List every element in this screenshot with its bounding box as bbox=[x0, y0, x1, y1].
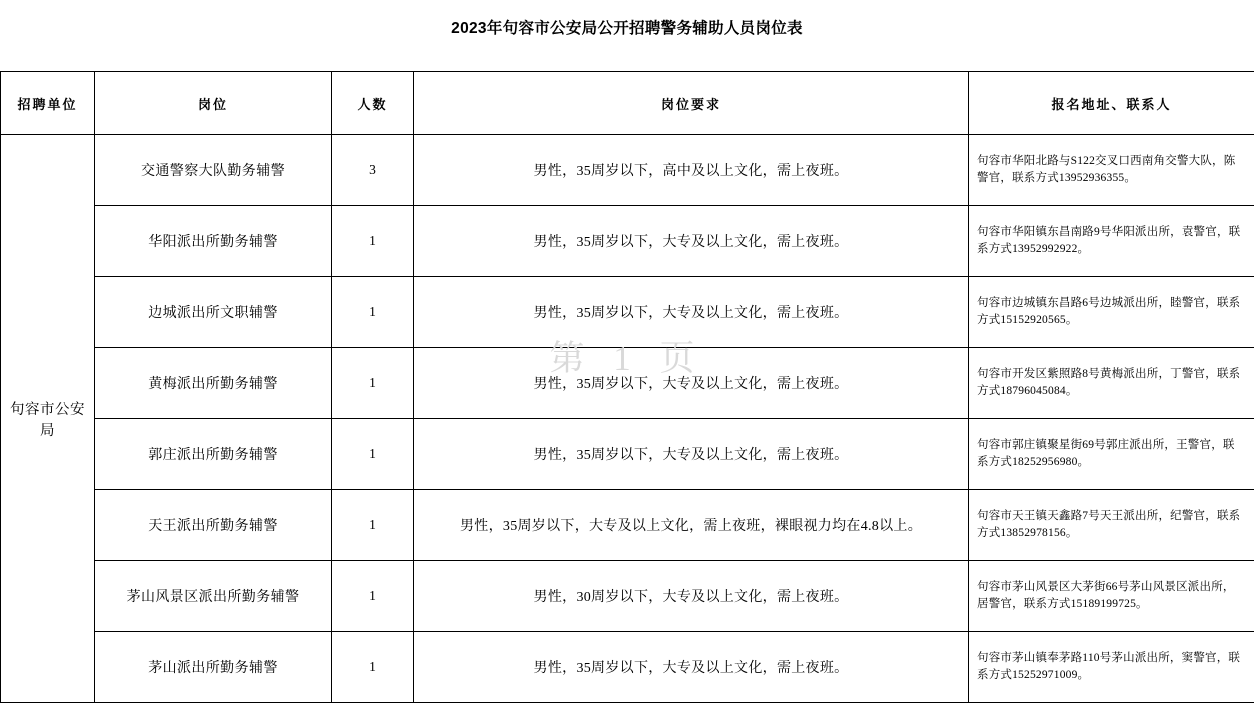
cell-contact: 句容市郭庄镇聚星街69号郭庄派出所，王警官，联系方式18252956980。 bbox=[969, 419, 1254, 490]
page-title: 2023年句容市公安局公开招聘警务辅助人员岗位表 bbox=[0, 0, 1254, 39]
column-header-count: 人数 bbox=[332, 72, 414, 135]
table-row bbox=[1, 277, 1254, 348]
cell-contact: 句容市华阳北路与S122交叉口西南角交警大队，陈警官，联系方式13952936355。 bbox=[969, 135, 1254, 206]
cell-post: 茅山风景区派出所勤务辅警 bbox=[95, 561, 332, 632]
table-body bbox=[1, 135, 1254, 703]
table-row bbox=[1, 135, 1254, 206]
cell-post: 郭庄派出所勤务辅警 bbox=[95, 419, 332, 490]
cell-contact: 句容市茅山镇奉茅路110号茅山派出所，窦警官，联系方式15252971009。 bbox=[969, 632, 1254, 703]
cell-count: 1 bbox=[332, 277, 414, 348]
cell-count: 1 bbox=[332, 348, 414, 419]
column-header-post: 岗位 bbox=[95, 72, 332, 135]
cell-post: 天王派出所勤务辅警 bbox=[95, 490, 332, 561]
cell-post: 茅山派出所勤务辅警 bbox=[95, 632, 332, 703]
cell-count: 1 bbox=[332, 206, 414, 277]
column-header-requirement: 岗位要求 bbox=[414, 72, 969, 135]
cell-post: 交通警察大队勤务辅警 bbox=[95, 135, 332, 206]
cell-contact: 句容市天王镇天鑫路7号天王派出所，纪警官，联系方式13852978156。 bbox=[969, 490, 1254, 561]
cell-post: 边城派出所文职辅警 bbox=[95, 277, 332, 348]
column-header-contact: 报名地址、联系人 bbox=[969, 72, 1254, 135]
cell-count: 3 bbox=[332, 135, 414, 206]
table-header-row bbox=[1, 72, 1254, 135]
cell-post: 黄梅派出所勤务辅警 bbox=[95, 348, 332, 419]
cell-requirement: 男性，35周岁以下，大专及以上文化，需上夜班。 bbox=[414, 632, 969, 703]
cell-count: 1 bbox=[332, 490, 414, 561]
recruitment-table bbox=[0, 71, 1254, 703]
cell-count: 1 bbox=[332, 561, 414, 632]
cell-count: 1 bbox=[332, 632, 414, 703]
table-row bbox=[1, 419, 1254, 490]
cell-unit: 句容市公安局 bbox=[1, 135, 95, 703]
cell-requirement: 男性，35周岁以下，高中及以上文化，需上夜班。 bbox=[414, 135, 969, 206]
table-row bbox=[1, 561, 1254, 632]
table-row bbox=[1, 348, 1254, 419]
table-row bbox=[1, 490, 1254, 561]
table-row bbox=[1, 206, 1254, 277]
cell-requirement: 男性，35周岁以下，大专及以上文化，需上夜班。 bbox=[414, 348, 969, 419]
cell-requirement: 男性，35周岁以下，大专及以上文化，需上夜班。 bbox=[414, 277, 969, 348]
cell-requirement: 男性，35周岁以下，大专及以上文化，需上夜班。 bbox=[414, 206, 969, 277]
cell-count: 1 bbox=[332, 419, 414, 490]
column-header-unit: 招聘单位 bbox=[1, 72, 95, 135]
table-row bbox=[1, 632, 1254, 703]
cell-requirement: 男性，30周岁以下，大专及以上文化，需上夜班。 bbox=[414, 561, 969, 632]
cell-contact: 句容市茅山风景区大茅街66号茅山风景区派出所，居警官，联系方式15189199725。 bbox=[969, 561, 1254, 632]
cell-requirement: 男性，35周岁以下，大专及以上文化，需上夜班，裸眼视力均在4.8以上。 bbox=[414, 490, 969, 561]
cell-contact: 句容市华阳镇东昌南路9号华阳派出所，袁警官，联系方式13952992922。 bbox=[969, 206, 1254, 277]
cell-requirement: 男性，35周岁以下，大专及以上文化，需上夜班。 bbox=[414, 419, 969, 490]
cell-contact: 句容市边城镇东昌路6号边城派出所，睦警官，联系方式15152920565。 bbox=[969, 277, 1254, 348]
cell-post: 华阳派出所勤务辅警 bbox=[95, 206, 332, 277]
cell-contact: 句容市开发区紫照路8号黄梅派出所，丁警官，联系方式18796045084。 bbox=[969, 348, 1254, 419]
page-watermark: 第 1 页 bbox=[0, 331, 1254, 381]
